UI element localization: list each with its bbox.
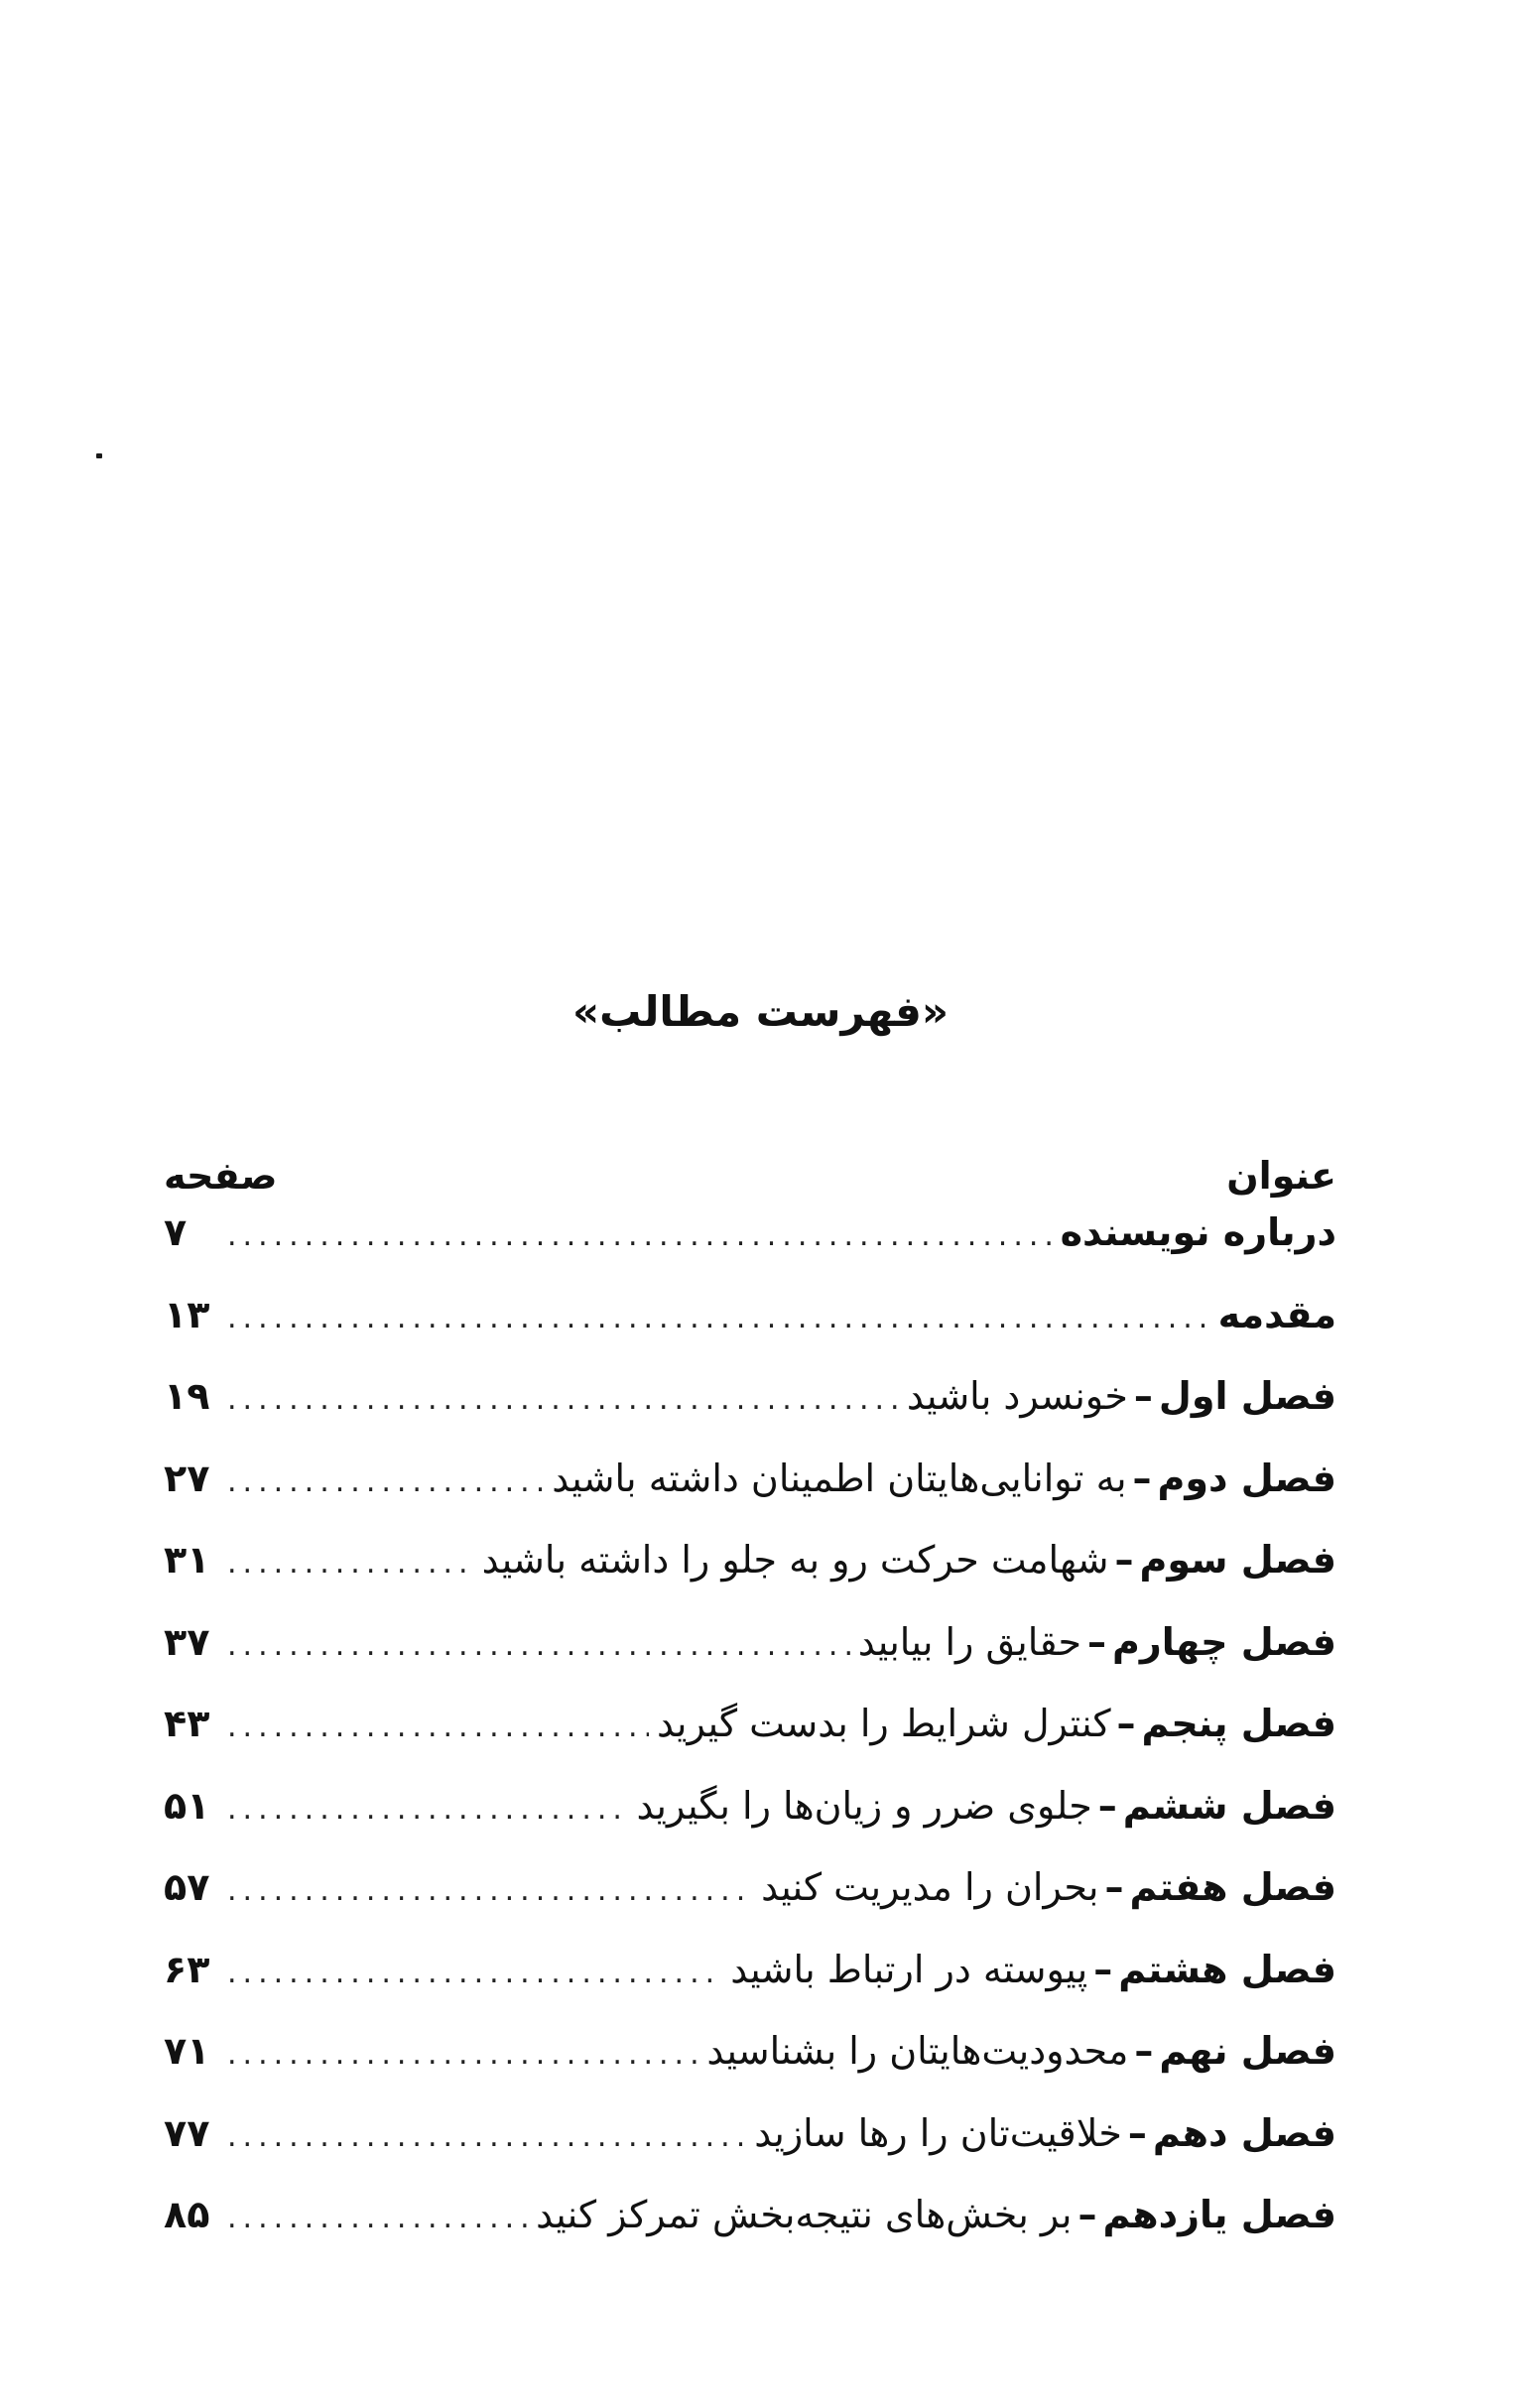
toc-entry-subtitle: بحران را مدیریت کنید (761, 1865, 1099, 1909)
toc-entry[interactable] (164, 2029, 1336, 2111)
toc-entry-chapter: فصل هفتم (1129, 1865, 1336, 1909)
toc-entry-page-number: ۳۷ (164, 1619, 210, 1664)
toc-entry[interactable] (164, 1457, 1336, 1539)
toc-entry-leader-dots (227, 2201, 528, 2235)
toc-entry[interactable] (164, 1210, 1336, 1293)
toc-entry-dash: – (1127, 2110, 1147, 2155)
toc-entry-chapter: فصل یازدهم (1102, 2193, 1336, 2236)
toc-entry-chapter: فصل پنجم (1141, 1702, 1336, 1745)
toc-entry-leader-dots (227, 1710, 649, 1744)
toc-entry-chapter: فصل سوم (1139, 1538, 1336, 1582)
toc-entry-page-number: ۷۱ (164, 2029, 210, 2073)
toc-entry-leader-dots (227, 1628, 850, 1663)
toc-entry[interactable] (164, 1374, 1336, 1457)
toc-entry[interactable] (164, 1620, 1336, 1703)
toc-entry-leader-dots (227, 1464, 544, 1499)
toc-entry-dash: – (1093, 1947, 1113, 1991)
toc-entry-dash: – (1104, 1865, 1124, 1909)
toc-entry-subtitle: بر بخش‌های نتیجه‌بخش تمرکز کنید (536, 2193, 1073, 2236)
toc-entry[interactable] (164, 1784, 1336, 1866)
toc-entry-subtitle: خونسرد باشید (906, 1374, 1128, 1418)
toc-entry-chapter: فصل ششم (1122, 1783, 1336, 1828)
toc-entry-leader-dots (227, 1873, 753, 1908)
toc-entry-chapter: درباره نویسنده (1060, 1210, 1336, 1254)
toc-entry[interactable] (164, 1865, 1336, 1948)
page-speck (96, 453, 102, 458)
toc-entry[interactable] (164, 1538, 1336, 1620)
toc-entry-chapter: فصل دهم (1152, 2110, 1336, 2155)
toc-entry-dash: – (1133, 1374, 1153, 1418)
toc-entry-dash: – (1132, 1456, 1152, 1500)
toc-entry[interactable] (164, 1293, 1336, 1375)
toc-entry-dash: – (1134, 2029, 1154, 2073)
toc-entry-page-number: ۷۷ (164, 2110, 210, 2155)
toc-entry-page-number: ۳۱ (164, 1538, 210, 1582)
toc-entry-leader-dots (227, 1792, 628, 1827)
toc-entry-subtitle: حقایق را بیابید (857, 1619, 1082, 1664)
toc-entry[interactable] (164, 1948, 1336, 2030)
toc-entry-subtitle: پیوسته در ارتباط باشید (730, 1947, 1088, 1991)
toc-entry-leader-dots (227, 2119, 746, 2154)
toc-entry-page-number: ۸۵ (164, 2193, 210, 2236)
toc-page-column-label: صفحه (164, 1154, 278, 1198)
toc-entry-dash: – (1087, 1619, 1107, 1664)
toc-entry-leader-dots (227, 2037, 698, 2072)
toc-entry-page-number: ۵۱ (164, 1783, 210, 1828)
toc-entry-chapter: مقدمه (1217, 1292, 1336, 1336)
toc-entry-subtitle: محدودیت‌هایتان را بشناسید (706, 2029, 1129, 2073)
toc-entry-page-number: ۱۳ (164, 1292, 210, 1336)
toc-entry-subtitle: به توانایی‌هایتان اطمینان داشته باشید (552, 1456, 1127, 1500)
toc-entry-subtitle: جلوی ضرر و زیان‌ها را بگیرید (636, 1783, 1092, 1828)
toc-entry[interactable] (164, 2111, 1336, 2194)
toc-entry-page-number: ۷ (164, 1210, 188, 1254)
toc-entry-chapter: فصل اول (1158, 1374, 1336, 1418)
page-title: «فهرست مطالب» (572, 987, 949, 1036)
toc-entry-page-number: ۲۷ (164, 1456, 210, 1500)
toc-entry-leader-dots (227, 1218, 1053, 1253)
toc-entry-chapter: فصل نهم (1159, 2029, 1336, 2073)
toc-entry-chapter: فصل دوم (1157, 1456, 1336, 1500)
toc-header (164, 1141, 1336, 1210)
toc-entry-leader-dots (227, 1546, 474, 1581)
toc-entry-dash: – (1097, 1783, 1117, 1828)
toc-entry-page-number: ۶۳ (164, 1947, 210, 1991)
toc-entry-dash: – (1114, 1538, 1134, 1582)
toc-entry-chapter: فصل چهارم (1112, 1619, 1336, 1664)
toc-entry-subtitle: کنترل شرایط را بدست گیرید (656, 1702, 1111, 1745)
toc-entry-leader-dots (227, 1956, 722, 1990)
toc-entry-chapter: فصل هشتم (1118, 1947, 1336, 1991)
toc-title-column-label: عنوان (1226, 1154, 1336, 1198)
table-of-contents (164, 1141, 1336, 2275)
toc-entry-leader-dots (227, 1382, 899, 1417)
toc-entry-subtitle: شهامت حرکت رو به جلو را داشته باشید (481, 1538, 1109, 1582)
toc-entry[interactable] (164, 1702, 1336, 1784)
toc-entry-leader-dots (227, 1301, 1210, 1335)
toc-entry[interactable] (164, 2193, 1336, 2275)
toc-entry-subtitle: خلاقیت‌تان را رها سازید (754, 2110, 1122, 2155)
toc-entry-dash: – (1077, 2193, 1097, 2236)
toc-entry-page-number: ۵۷ (164, 1865, 210, 1909)
toc-entry-page-number: ۱۹ (164, 1374, 210, 1418)
toc-entry-dash: – (1116, 1702, 1136, 1745)
toc-entry-page-number: ۴۳ (164, 1702, 210, 1745)
toc-entries (164, 1210, 1336, 2275)
